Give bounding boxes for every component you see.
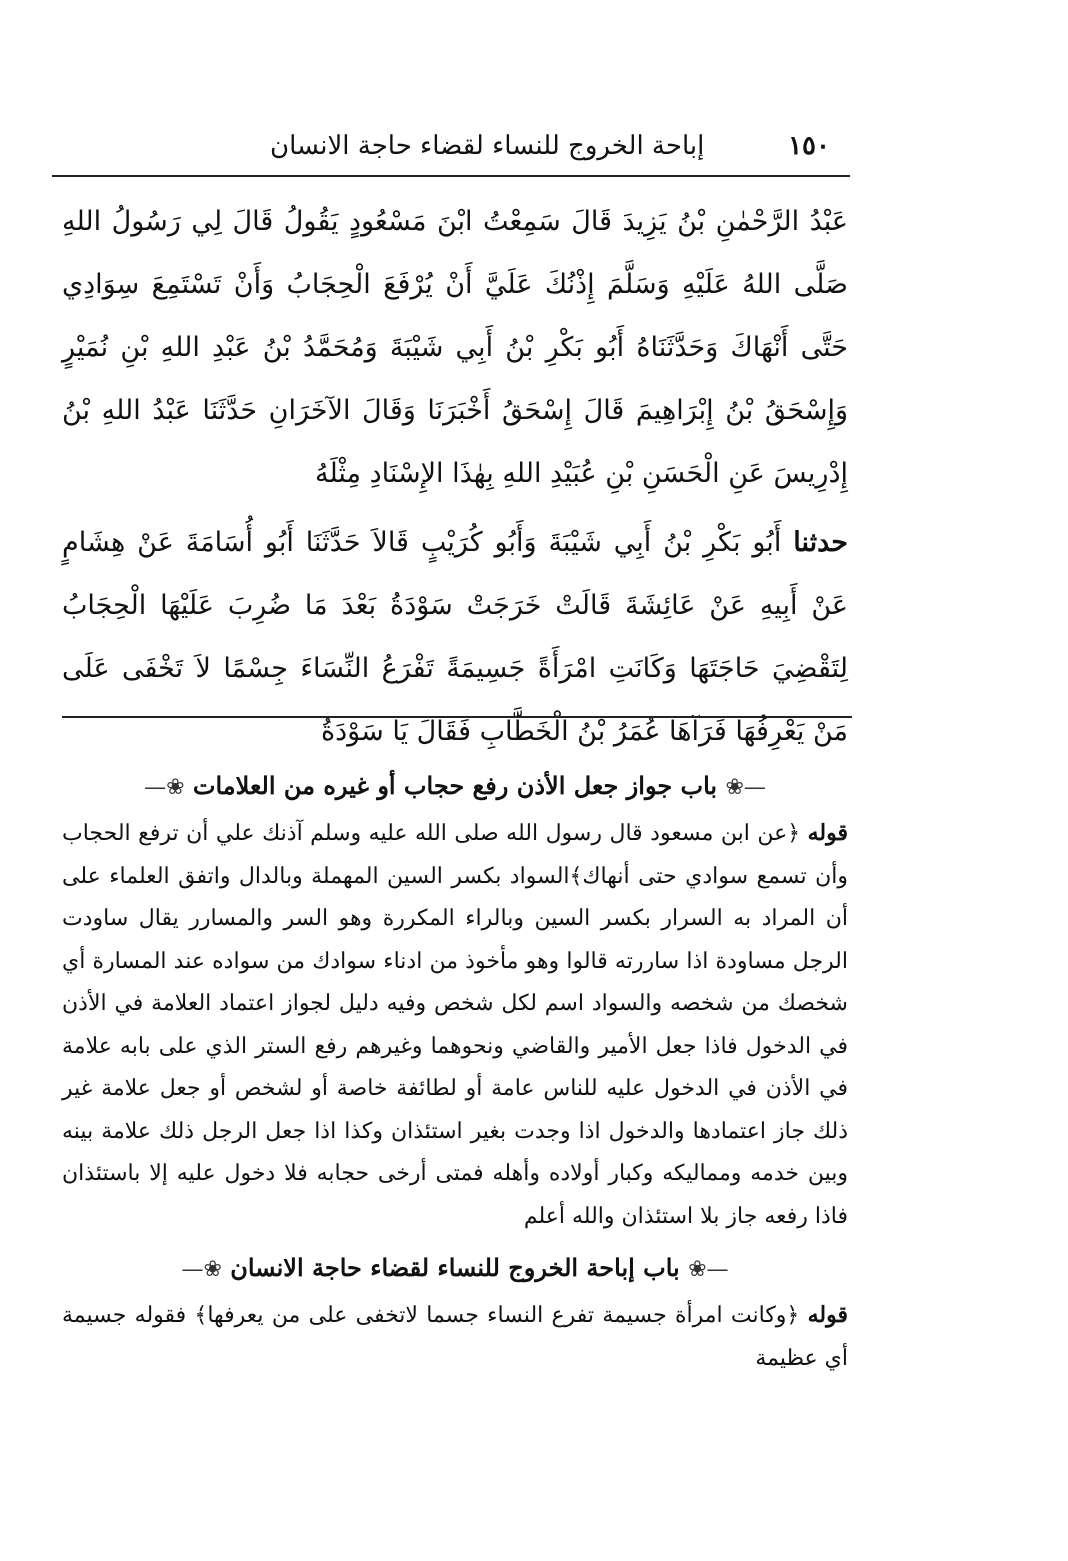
header-rule	[52, 175, 850, 177]
hadith-text	[62, 190, 848, 763]
commentary-paragraph-2	[62, 1294, 848, 1380]
chapter-heading-1-text: باب جواز جعل الأذن رفع حجاب أو غيره من العلامات	[192, 771, 718, 800]
commentary-keyword: قوله	[807, 820, 848, 846]
hadith-paragraph-1: عَبْدُ الرَّحْمٰنِ بْنُ يَزِيدَ قَالَ سَمِعْتُ ابْنَ مَسْعُودٍ يَقُولُ قَالَ لِي رَسُولُ اللهِ صَلَّى اللهُ عَلَيْهِ وَسَلَّمَ إِذْنُكَ عَلَيَّ أَنْ يُرْفَعَ الْحِجَابُ وَأَنْ تَسْتَمِعَ سِوَادِي حَتَّى أَنْهَاكَ وَحَدَّثَنَاهُ أَبُو بَكْرِ بْنُ أَبِي شَيْبَةَ وَمُحَمَّدُ بْنُ عَبْدِ اللهِ بْنِ نُمَيْرٍ وَإِسْحَقُ بْنُ إِبْرَاهِيمَ قَالَ إِسْحَقُ أَخْبَرَنَا وَقَالَ الآخَرَانِ حَدَّثَنَا عَبْدُ اللهِ بْنُ إِدْرِيسَ عَنِ الْحَسَنِ بْنِ عُبَيْدِ اللهِ بِهٰذَا الإِسْنَادِ مِثْلَهُ	[62, 206, 848, 489]
hadith-paragraph-2	[62, 511, 848, 763]
commentary-paragraph-1	[62, 812, 848, 1238]
commentary-body: السواد بكسر السين المهملة وبالدال واتفق العلماء على أن المراد به السرار بكسر السين وبالراء المكررة وهو السر والمسارر يقال ساودت الرجل مساودة اذا ساررته قالوا وهو مأخوذ من ادناء سوادك من سواده عند المسارة أي شخصك من شخصه والسواد اسم لكل شخص وفيه دليل لجواز اعتماد العلامة في الأذن في الدخول فاذا جعل الأمير والقاضي ونحوهما وغيرهم رفع الستر الذي على بابه علامة في الأذن في الدخول عليه للناس عامة أو لطائفة خاصة أو لشخص أو جعل علامة غير ذلك جاز اعتمادها والدخول اذا وجدت بغير استئذان وكذا اذا جعل الرجل ذلك علامة بينه وبين خدمه ومماليكه وكبار أولاده وأهله فمتى أرخى حجابه فلا دخول عليه إلا باستئذان فاذا رفعه جاز بلا استئذان والله أعلم	[62, 863, 848, 1229]
commentary-quote: ﴿وكانت امرأة جسيمة تفرع النساء جسما لاتخفى على من يعرفها﴾	[194, 1303, 800, 1328]
ornament-icon: —❀	[688, 1257, 729, 1282]
page-header	[270, 120, 830, 172]
ornament-icon: ❀—	[181, 1257, 222, 1282]
ornament-icon: —❀	[725, 775, 766, 800]
commentary-body: فقوله جسيمة أي عظيمة	[62, 1303, 848, 1371]
hadith-lead-word: حدثنا	[793, 527, 848, 558]
chapter-heading-2-text: باب إباحة الخروج للنساء لقضاء حاجة الانسان	[230, 1253, 680, 1282]
running-title: إباحة الخروج للنساء لقضاء حاجة الانسان	[270, 131, 705, 161]
commentary	[62, 762, 848, 1380]
chapter-heading-1	[62, 762, 848, 812]
section-divider	[62, 716, 852, 718]
commentary-quote: ﴿عن ابن مسعود قال رسول الله صلى الله عليه وسلم آذنك علي أن ترفع الحجاب وأن تسمع سوادي حتى أنهاك﴾	[62, 821, 848, 889]
chapter-heading-2	[62, 1244, 848, 1294]
commentary-keyword: قوله	[807, 1302, 848, 1328]
page-number: ١٥٠	[788, 131, 830, 161]
hadith-paragraph-2-body: أَبُو بَكْرِ بْنُ أَبِي شَيْبَةَ وَأَبُو كُرَيْبٍ قَالاَ حَدَّثَنَا أَبُو أُسَامَةَ عَنْ هِشَامٍ عَنْ أَبِيهِ عَنْ عَائِشَةَ قَالَتْ خَرَجَتْ سَوْدَةُ بَعْدَ مَا ضُرِبَ عَلَيْهَا الْحِجَابُ لِتَقْضِيَ حَاجَتَهَا وَكَانَتِ امْرَأَةً جَسِيمَةً تَفْرَعُ النِّسَاءَ جِسْمًا لاَ تَخْفَى عَلَى مَنْ يَعْرِفُهَا فَرَآهَا عُمَرُ بْنُ الْخَطَّابِ فَقَالَ يَا سَوْدَةُ	[62, 527, 848, 747]
ornament-icon: ❀—	[144, 775, 185, 800]
